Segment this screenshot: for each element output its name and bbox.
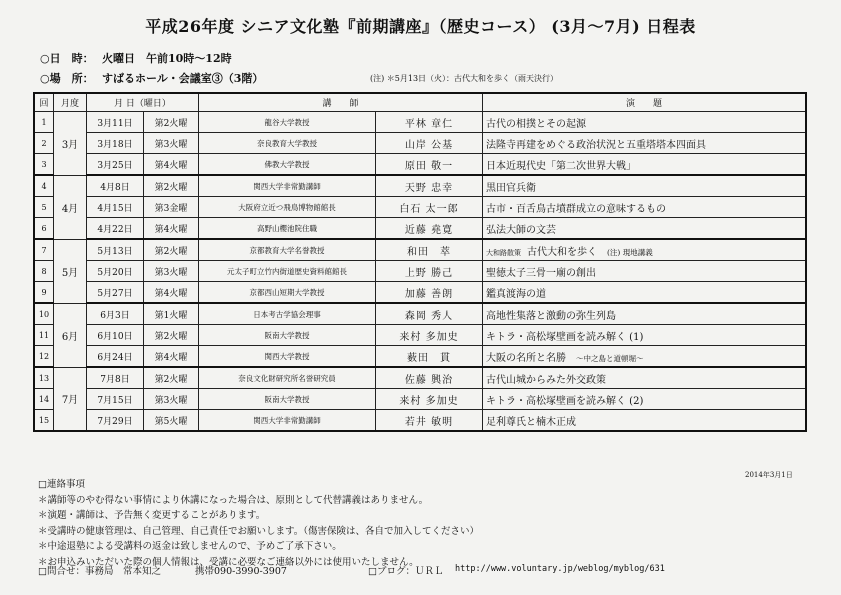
table-row: [34, 346, 806, 368]
row-topic: [483, 389, 807, 410]
row-weekday: 第4火曜: [144, 282, 199, 304]
row-number: 7: [34, 239, 54, 261]
row-date: 4月8日: [87, 175, 144, 197]
table-row: [34, 282, 806, 304]
row-number: 9: [34, 282, 54, 304]
blog-url-link[interactable]: http://www.voluntary.jp/weblog/myblog/631: [455, 564, 665, 574]
row-month: 4月: [54, 175, 87, 239]
topic-title: 古代大和を歩く: [527, 246, 597, 258]
schedule-time: [40, 50, 232, 66]
col-date: 月 日（曜日）: [87, 93, 199, 112]
row-date: 7月15日: [87, 389, 144, 410]
row-weekday: 第1火曜: [144, 303, 199, 325]
footer-blog-label: □ブログ：ＵＲＬ: [368, 566, 444, 577]
row-topic: [483, 175, 807, 197]
topic-title: 足利尊氏と楠木正成: [486, 416, 576, 428]
row-affiliation: 大阪府立近つ飛鳥博物館館長: [199, 197, 376, 218]
table-row: [34, 261, 806, 282]
row-number: 15: [34, 410, 54, 432]
topic-prefix: 大和路散策: [486, 248, 521, 257]
row-affiliation: 奈良教育大学教授: [199, 133, 376, 154]
row-date: 6月10日: [87, 325, 144, 346]
row-date: 4月15日: [87, 197, 144, 218]
row-number: 12: [34, 346, 54, 368]
topic-suffix: 〜中之島と道頓堀〜: [576, 353, 644, 363]
schedule-note: (注) ＊5月13日（火）：古代大和を歩く（雨天決行）: [370, 74, 559, 83]
row-topic: [483, 346, 807, 368]
row-lecturer: 来村 多加史: [376, 389, 483, 410]
row-topic: [483, 261, 807, 282]
row-weekday: 第3火曜: [144, 389, 199, 410]
footer-inquiry: □問合せ：事務局 常本知之: [38, 566, 161, 577]
issue-date: 2014年3月1日: [745, 471, 793, 479]
table-row: [34, 154, 806, 176]
row-affiliation: 阪南大学教授: [199, 325, 376, 346]
footer-phone: 携帯090-3990-3907: [195, 566, 287, 577]
row-date: 7月29日: [87, 410, 144, 432]
row-number: 6: [34, 218, 54, 240]
row-affiliation: 元太子町立竹内街道歴史資料館館長: [199, 261, 376, 282]
table-row: [34, 239, 806, 261]
time-label: ○日 時：: [40, 52, 94, 65]
row-affiliation: 日本考古学協会理事: [199, 303, 376, 325]
row-number: 2: [34, 133, 54, 154]
topic-title: 法隆寺再建をめぐる政治状況と五重塔塔本四面具: [486, 139, 706, 151]
row-weekday: 第2火曜: [144, 112, 199, 133]
table-row: [34, 218, 806, 240]
contact-item: ＊演題・講師は、予告無く変更することがあります。: [38, 510, 266, 522]
row-date: 3月11日: [87, 112, 144, 133]
row-weekday: 第4火曜: [144, 218, 199, 240]
table-row: [34, 197, 806, 218]
row-date: 5月13日: [87, 239, 144, 261]
row-topic: [483, 367, 807, 389]
topic-title: 黒田官兵衛: [486, 182, 536, 194]
row-lecturer: 薮田 貫: [376, 346, 483, 368]
row-lecturer: 森岡 秀人: [376, 303, 483, 325]
topic-title: キトラ・高松塚壁画を読み解く (1): [486, 331, 644, 343]
contact-item: ＊受講時の健康管理は、自己管理、自己責任でお願いします。（傷害保険は、各自で加入してください）: [38, 525, 479, 537]
contact-section: [38, 477, 479, 571]
row-lecturer: 平林 章仁: [376, 112, 483, 133]
row-topic: [483, 282, 807, 304]
col-month: 月度: [54, 93, 87, 112]
row-date: 3月25日: [87, 154, 144, 176]
row-affiliation: 関西大学教授: [199, 346, 376, 368]
row-number: 13: [34, 367, 54, 389]
topic-title: 鑑真渡海の道: [486, 288, 546, 300]
row-weekday: 第4火曜: [144, 154, 199, 176]
row-topic: [483, 133, 807, 154]
row-number: 8: [34, 261, 54, 282]
row-lecturer: 白石 太一郎: [376, 197, 483, 218]
table-row: [34, 325, 806, 346]
row-weekday: 第3火曜: [144, 261, 199, 282]
table-row: [34, 303, 806, 325]
row-topic: [483, 325, 807, 346]
row-affiliation: 関西大学非常勤講師: [199, 175, 376, 197]
table-header-row: [34, 93, 806, 112]
table-row: [34, 112, 806, 133]
row-topic: [483, 239, 807, 261]
row-lecturer: 若井 敏明: [376, 410, 483, 432]
place-label: ○場 所：: [40, 72, 94, 85]
row-topic: [483, 197, 807, 218]
row-weekday: 第2火曜: [144, 175, 199, 197]
schedule-place: [40, 70, 263, 86]
row-number: 10: [34, 303, 54, 325]
topic-title: 日本近現代史「第二次世界大戦」: [486, 160, 636, 172]
row-affiliation: 龍谷大学教授: [199, 112, 376, 133]
contact-item: ＊お申込みいただいた際の個人情報は、受講に必要なご連絡以外には使用いたしません。: [38, 556, 419, 568]
page-title: 平成26年度 シニア文化塾『前期講座』（歴史コース） (3月〜7月) 日程表: [145, 17, 696, 36]
row-date: 3月18日: [87, 133, 144, 154]
row-topic: [483, 410, 807, 432]
contact-item: ＊中途退塾による受講料の返金は致しませんので、予めご了承下さい。: [38, 541, 342, 553]
row-lecturer: 天野 忠幸: [376, 175, 483, 197]
row-affiliation: 奈良文化財研究所名誉研究員: [199, 367, 376, 389]
row-lecturer: 原田 敬一: [376, 154, 483, 176]
row-date: 7月8日: [87, 367, 144, 389]
row-lecturer: 山岸 公基: [376, 133, 483, 154]
row-date: 6月24日: [87, 346, 144, 368]
topic-title: キトラ・高松塚壁画を読み解く (2): [486, 395, 644, 407]
row-affiliation: 京都教育大学名誉教授: [199, 239, 376, 261]
contact-item: ＊講師等のやむ得ない事情により休講になった場合は、原則として代替講義はありません。: [38, 494, 429, 506]
row-lecturer: 佐藤 興治: [376, 367, 483, 389]
topic-title: 古代山城からみた外交政策: [486, 374, 606, 386]
row-topic: [483, 154, 807, 176]
row-weekday: 第4火曜: [144, 346, 199, 368]
table-row: [34, 367, 806, 389]
row-affiliation: 高野山櫻池院住職: [199, 218, 376, 240]
row-lecturer: 上野 勝己: [376, 261, 483, 282]
col-number: 回: [34, 93, 54, 112]
table-row: [34, 410, 806, 432]
row-weekday: 第2火曜: [144, 325, 199, 346]
row-number: 14: [34, 389, 54, 410]
row-weekday: 第5火曜: [144, 410, 199, 432]
row-number: 3: [34, 154, 54, 176]
topic-title: 高地性集落と激動の弥生列島: [486, 310, 616, 322]
col-lecturer: 講 師: [199, 93, 483, 112]
place-value: すばるホール・会議室③（3階）: [102, 72, 264, 85]
row-lecturer: 加藤 善朗: [376, 282, 483, 304]
row-month: 3月: [54, 112, 87, 176]
row-affiliation: 京都西山短期大学教授: [199, 282, 376, 304]
row-date: 5月27日: [87, 282, 144, 304]
topic-title: 弘法大師の文芸: [486, 224, 556, 236]
table-row: [34, 389, 806, 410]
row-weekday: 第2火曜: [144, 239, 199, 261]
topic-title: 聖徳太子三骨一廟の創出: [486, 267, 596, 279]
row-topic: [483, 112, 807, 133]
row-affiliation: 関西大学非常勤講師: [199, 410, 376, 432]
row-date: 4月22日: [87, 218, 144, 240]
row-month: 5月: [54, 239, 87, 303]
col-topic: 演 題: [483, 93, 807, 112]
topic-title: 古市・百舌鳥古墳群成立の意味するもの: [486, 203, 666, 215]
topic-title: 大阪の名所と名勝: [486, 352, 566, 364]
row-month: 6月: [54, 303, 87, 367]
row-month: 7月: [54, 367, 87, 431]
row-affiliation: 阪南大学教授: [199, 389, 376, 410]
time-value: 火曜日 午前10時〜12時: [102, 52, 232, 65]
row-topic: [483, 303, 807, 325]
row-lecturer: 来村 多加史: [376, 325, 483, 346]
schedule-rows: [34, 112, 806, 432]
row-lecturer: 和田 萃: [376, 239, 483, 261]
row-number: 1: [34, 112, 54, 133]
schedule-table: [33, 92, 807, 432]
topic-suffix: (注) 現地講義: [607, 247, 653, 257]
row-number: 4: [34, 175, 54, 197]
row-topic: [483, 218, 807, 240]
table-row: [34, 133, 806, 154]
row-weekday: 第3火曜: [144, 133, 199, 154]
row-weekday: 第2火曜: [144, 367, 199, 389]
row-lecturer: 近藤 堯寛: [376, 218, 483, 240]
table-row: [34, 175, 806, 197]
topic-title: 古代の相撲とその起源: [486, 118, 586, 130]
row-date: 6月3日: [87, 303, 144, 325]
row-affiliation: 佛教大学教授: [199, 154, 376, 176]
row-weekday: 第3金曜: [144, 197, 199, 218]
contact-heading: □連絡事項: [38, 479, 85, 490]
row-date: 5月20日: [87, 261, 144, 282]
row-number: 11: [34, 325, 54, 346]
row-number: 5: [34, 197, 54, 218]
